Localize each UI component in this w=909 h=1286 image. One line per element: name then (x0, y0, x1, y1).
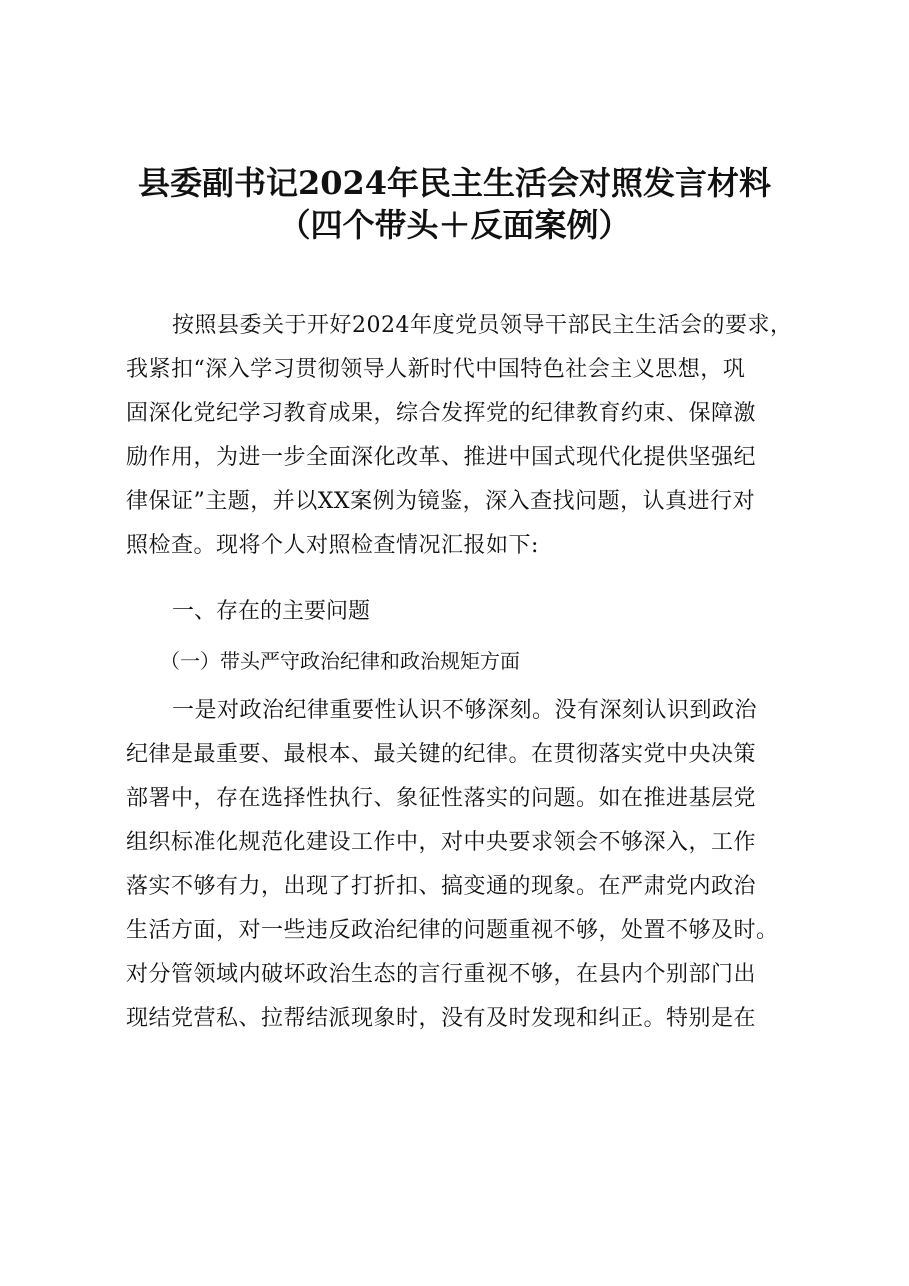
body-line-2: 纪律是最重要、最根本、最关键的纪律。在贯彻落实党中央决策 (126, 742, 757, 767)
body-line-7: 对分管领域内破坏政治生态的言行重视不够，在县内个别部门出 (126, 962, 757, 987)
body-line-4: 组织标准化规范化建设工作中，对中央要求领会不够深入，工作 (126, 830, 757, 855)
body-line-5: 落实不够有力，出现了打折扣、搞变通的现象。在严肃党内政治 (126, 874, 757, 899)
body-line-8: 现结党营私、拉帮结派现象时，没有及时发现和纠正。特别是在 (126, 1006, 757, 1031)
body-line-3: 部署中，存在选择性执行、象征性落实的问题。如在推进基层党 (126, 786, 757, 811)
intro-line-5: 律保证”主题，并以XX案例为镜鉴，深入查找问题，认真进行对 (126, 489, 756, 514)
intro-line-4: 励作用，为进一步全面深化改革、推进中国式现代化提供坚强纪 (126, 445, 757, 470)
section-heading-1: 一、存在的主要问题 (172, 599, 371, 624)
intro-line-2: 我紧扣“深入学习贯彻领导人新时代中国特色社会主义思想，巩 (126, 357, 746, 382)
intro-line-1: 按照县委关于开好2024年度党员领导干部民主生活会的要求， (172, 313, 793, 338)
intro-line-3: 固深化党纪学习教育成果，综合发挥党的纪律教育约束、保障激 (126, 401, 757, 426)
body-line-6: 生活方面，对一些违反政治纪律的问题重视不够，处置不够及时。 (126, 918, 779, 943)
document-title-line1: 县委副书记2024年民主生活会对照发言材料 (137, 164, 772, 202)
intro-line-6: 照检查。现将个人对照检查情况汇报如下: (126, 533, 539, 558)
body-line-1: 一是对政治纪律重要性认识不够深刻。没有深刻认识到政治 (172, 698, 758, 723)
document-title-line2: （四个带头＋反面案例） (278, 206, 631, 244)
subsection-heading-1: （一）带头严守政治纪律和政治规矩方面 (160, 649, 520, 673)
